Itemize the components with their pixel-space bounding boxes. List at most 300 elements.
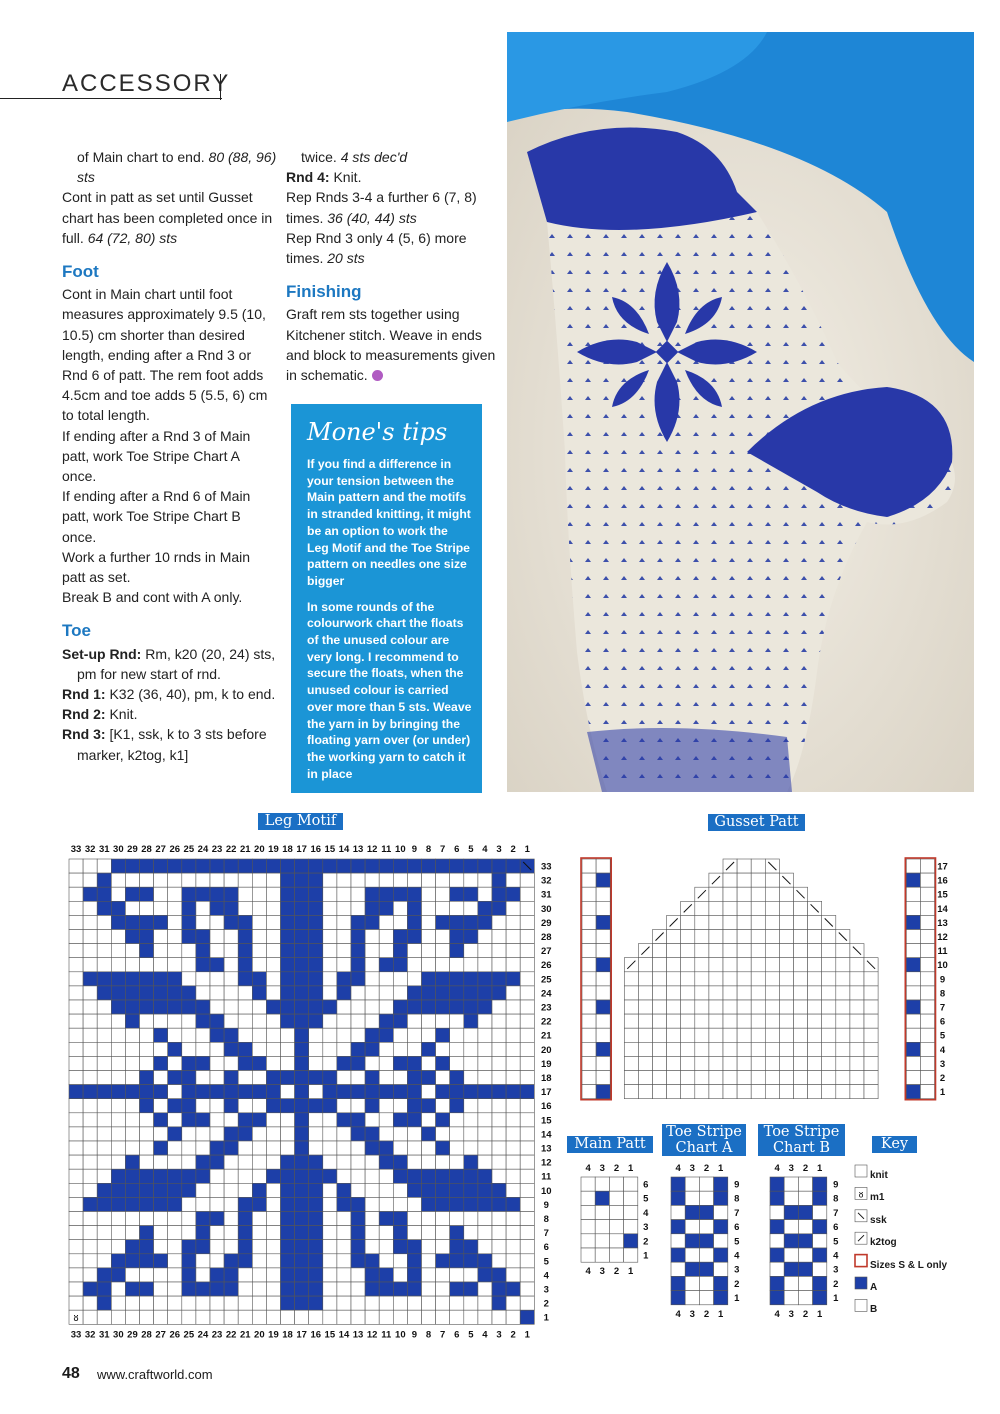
- gusset-cell: [765, 1071, 779, 1085]
- leg-cell: [168, 1169, 182, 1183]
- leg-cell: [281, 1282, 295, 1296]
- col2-rnd4-label: Rnd 4:: [286, 169, 330, 186]
- leg-cell: [69, 958, 83, 972]
- leg-cell: [478, 1155, 492, 1169]
- leg-cell: [210, 1310, 224, 1324]
- leg-cell: [393, 1028, 407, 1042]
- leg-cell: [422, 1268, 436, 1282]
- leg-cell: [422, 1113, 436, 1127]
- toe-b-cell: [798, 1276, 812, 1290]
- leg-cell: [492, 1071, 506, 1085]
- leg-cell: [379, 901, 393, 915]
- leg-cell: [252, 1127, 266, 1141]
- gusset-cell: [681, 930, 695, 944]
- gusset-cell: [850, 1014, 864, 1028]
- toe-b-cell: [770, 1191, 784, 1205]
- leg-cell: [97, 986, 111, 1000]
- leg-cell: [224, 859, 238, 873]
- gusset-cell: [681, 1028, 695, 1042]
- leg-cell: [295, 1296, 309, 1310]
- leg-cell: [464, 1127, 478, 1141]
- leg-cell: [182, 1141, 196, 1155]
- leg-cell: [450, 1042, 464, 1056]
- leg-cell: [478, 1226, 492, 1240]
- leg-cell: [365, 1268, 379, 1282]
- gusset-cell: [695, 1085, 709, 1099]
- leg-cell: [252, 1254, 266, 1268]
- leg-cell: [252, 1042, 266, 1056]
- toe-rnd1-label: Rnd 1:: [62, 686, 106, 703]
- leg-cell: [196, 1268, 210, 1282]
- leg-row-number: 20: [541, 1044, 552, 1056]
- toe-a-col-number-bottom: 2: [703, 1308, 710, 1320]
- toe-b-cell: [770, 1205, 784, 1219]
- leg-cell: [351, 1127, 365, 1141]
- gusset-cell: [709, 1042, 723, 1056]
- page-number: 48: [62, 1365, 80, 1382]
- main-cell: [609, 1220, 623, 1234]
- leg-cell: [478, 1169, 492, 1183]
- leg-cell: [436, 972, 450, 986]
- gusset-cell: [695, 972, 709, 986]
- leg-cell: [520, 1212, 534, 1226]
- leg-cell: [309, 1071, 323, 1085]
- leg-cell: [69, 1056, 83, 1070]
- gusset-cell: [709, 887, 723, 901]
- leg-cell: [125, 1169, 139, 1183]
- leg-cell: [337, 972, 351, 986]
- gusset-side-cell: [596, 1042, 610, 1056]
- leg-cell: [309, 901, 323, 915]
- leg-cell: [309, 958, 323, 972]
- col2-rep2-text: Rep Rnd 3 only 4 (5, 6) more times.: [286, 229, 467, 267]
- leg-cell: [224, 1000, 238, 1014]
- leg-cell: [154, 901, 168, 915]
- leg-cell: [69, 1183, 83, 1197]
- leg-cell: [422, 915, 436, 929]
- gusset-cell: [653, 958, 667, 972]
- leg-cell: [69, 930, 83, 944]
- gusset-cell: [709, 915, 723, 929]
- leg-cell: [125, 1212, 139, 1226]
- leg-col-number-top: 11: [381, 844, 392, 855]
- leg-cell: [69, 972, 83, 986]
- leg-cell: [210, 1000, 224, 1014]
- leg-cell: [309, 1099, 323, 1113]
- leg-cell: [281, 915, 295, 929]
- gusset-cell: [624, 1014, 638, 1028]
- toe-b-cell: [784, 1220, 798, 1234]
- gusset-cell: [624, 972, 638, 986]
- leg-cell: [97, 1169, 111, 1183]
- leg-cell: [323, 1000, 337, 1014]
- leg-cell: [520, 1296, 534, 1310]
- leg-cell: [111, 873, 125, 887]
- col1-p1-count: 80 (88, 96) sts: [77, 149, 277, 186]
- leg-cell: [210, 1226, 224, 1240]
- leg-cell: [154, 1240, 168, 1254]
- leg-cell: [182, 901, 196, 915]
- leg-cell: [295, 1099, 309, 1113]
- gusset-cell: [709, 1071, 723, 1085]
- gusset-cell: [667, 1028, 681, 1042]
- gusset-cell: [765, 930, 779, 944]
- gusset-cell: [624, 1042, 638, 1056]
- leg-cell: [97, 1028, 111, 1042]
- leg-cell: [266, 1197, 280, 1211]
- leg-cell: [422, 873, 436, 887]
- toe-a-cell: [685, 1191, 699, 1205]
- gusset-cell: [794, 930, 808, 944]
- leg-cell: [69, 1127, 83, 1141]
- gusset-cell: [751, 1071, 765, 1085]
- gusset-cell: [709, 1085, 723, 1099]
- leg-cell: [393, 1310, 407, 1324]
- leg-cell: [196, 887, 210, 901]
- leg-cell: [407, 915, 421, 929]
- leg-cell: [365, 1169, 379, 1183]
- leg-cell: [450, 958, 464, 972]
- leg-cell: [295, 1042, 309, 1056]
- leg-cell: [351, 1296, 365, 1310]
- leg-cell: [478, 1056, 492, 1070]
- leg-cell: [379, 1085, 393, 1099]
- leg-cell: [506, 1042, 520, 1056]
- leg-cell: [323, 986, 337, 1000]
- leg-cell: [478, 859, 492, 873]
- leg-cell: [154, 1212, 168, 1226]
- leg-col-number-bottom: 14: [338, 1329, 350, 1341]
- leg-cell: [140, 1296, 154, 1310]
- main-cell: [609, 1248, 623, 1262]
- gusset-side-cell: [920, 859, 934, 873]
- key-a-swatch: [855, 1277, 867, 1289]
- gusset-cell: [808, 930, 822, 944]
- leg-cell: [365, 1071, 379, 1085]
- gusset-row-number: 5: [939, 1030, 946, 1042]
- leg-cell: [492, 1296, 506, 1310]
- leg-cell: [351, 1028, 365, 1042]
- leg-cell: [407, 1085, 421, 1099]
- leg-cell: [506, 986, 520, 1000]
- toe-a-cell: [699, 1262, 713, 1276]
- leg-cell: [125, 958, 139, 972]
- toe-b-col-number-top: 2: [802, 1163, 809, 1174]
- leg-cell: [111, 1113, 125, 1127]
- gusset-cell: [695, 944, 709, 958]
- leg-cell: [351, 1268, 365, 1282]
- leg-cell: [182, 986, 196, 1000]
- toe-a-cell: [685, 1177, 699, 1191]
- leg-cell: [492, 1141, 506, 1155]
- leg-cell: [238, 1240, 252, 1254]
- toe-stripe-a-title-line2: Chart A: [675, 1140, 733, 1156]
- gusset-cell: [808, 1014, 822, 1028]
- leg-cell: [281, 1071, 295, 1085]
- leg-col-number-top: 29: [127, 844, 138, 855]
- leg-cell: [266, 1282, 280, 1296]
- gusset-cell: [794, 944, 808, 958]
- leg-cell: [323, 1268, 337, 1282]
- main-cell: [581, 1248, 595, 1262]
- leg-cell: [492, 1226, 506, 1240]
- leg-cell: [97, 915, 111, 929]
- leg-cell: [365, 1212, 379, 1226]
- leg-cell: [492, 1240, 506, 1254]
- leg-cell: [266, 930, 280, 944]
- leg-cell: [351, 901, 365, 915]
- leg-cell: [238, 1099, 252, 1113]
- leg-col-number-top: 19: [268, 844, 279, 855]
- col2-rep1-text: Rep Rnds 3-4 a further 6 (7, 8) times.: [286, 189, 477, 226]
- leg-cell: [450, 1099, 464, 1113]
- leg-cell: [196, 1310, 210, 1324]
- toe-a-cell: [671, 1220, 685, 1234]
- leg-cell: [266, 1141, 280, 1155]
- leg-cell: [281, 1212, 295, 1226]
- leg-cell: [450, 1014, 464, 1028]
- leg-cell: [69, 1254, 83, 1268]
- toe-b-col-number-top: 4: [774, 1163, 780, 1174]
- leg-cell: [168, 1056, 182, 1070]
- gusset-cell: [836, 1042, 850, 1056]
- leg-cell: [506, 1183, 520, 1197]
- leg-cell: [224, 1183, 238, 1197]
- leg-cell: [154, 1226, 168, 1240]
- main-row-number: 2: [643, 1236, 649, 1248]
- leg-col-number-bottom: 3: [496, 1329, 502, 1341]
- leg-cell: [520, 1226, 534, 1240]
- leg-cell: [69, 1226, 83, 1240]
- gusset-side-cell: [906, 958, 920, 972]
- toe-b-cell: [813, 1248, 827, 1262]
- leg-cell: [182, 972, 196, 986]
- leg-cell: [196, 1197, 210, 1211]
- leg-cell: [295, 1169, 309, 1183]
- leg-cell: [210, 1056, 224, 1070]
- leg-cell: [436, 1099, 450, 1113]
- leg-cell: [224, 1169, 238, 1183]
- leg-cell: [224, 1014, 238, 1028]
- leg-cell: [464, 915, 478, 929]
- key-b-swatch: [855, 1299, 867, 1311]
- leg-motif-title: Leg Motif: [258, 813, 343, 830]
- leg-cell: [337, 901, 351, 915]
- leg-col-number-top: 4: [482, 844, 488, 855]
- leg-cell: [351, 1169, 365, 1183]
- gusset-cell: [737, 915, 751, 929]
- leg-cell: [224, 1212, 238, 1226]
- leg-cell: [506, 1282, 520, 1296]
- leg-cell: [196, 1127, 210, 1141]
- leg-cell: [97, 1212, 111, 1226]
- leg-cell: [196, 1071, 210, 1085]
- gusset-cell: [794, 1000, 808, 1014]
- leg-cell: [83, 930, 97, 944]
- gusset-cell: [737, 1056, 751, 1070]
- leg-cell: [309, 1169, 323, 1183]
- gusset-cell: [836, 1014, 850, 1028]
- leg-cell: [520, 1099, 534, 1113]
- gusset-side-cell: [596, 958, 610, 972]
- leg-cell: [492, 930, 506, 944]
- gusset-side-cell: [920, 972, 934, 986]
- leg-cell: [436, 1141, 450, 1155]
- leg-cell: [309, 1282, 323, 1296]
- gusset-cell: [751, 930, 765, 944]
- leg-cell: [238, 986, 252, 1000]
- leg-cell: [520, 1127, 534, 1141]
- leg-cell: [407, 1212, 421, 1226]
- gusset-cell: [653, 1042, 667, 1056]
- leg-cell: [168, 1141, 182, 1155]
- gusset-cell: [737, 958, 751, 972]
- leg-cell: [464, 1197, 478, 1211]
- leg-cell: [125, 1310, 139, 1324]
- leg-cell: [238, 1141, 252, 1155]
- leg-cell: [125, 1268, 139, 1282]
- leg-cell: [252, 1071, 266, 1085]
- leg-cell: [238, 1014, 252, 1028]
- leg-row-number: 14: [541, 1129, 552, 1141]
- leg-cell: [83, 1014, 97, 1028]
- gusset-side-cell: [596, 972, 610, 986]
- leg-cell: [464, 1028, 478, 1042]
- gusset-cell: [638, 1042, 652, 1056]
- leg-cell: [266, 944, 280, 958]
- gusset-row-number: 6: [939, 1016, 946, 1028]
- leg-cell: [464, 901, 478, 915]
- toe-b-cell: [813, 1177, 827, 1191]
- leg-cell: [140, 972, 154, 986]
- toe-a-cell: [699, 1191, 713, 1205]
- leg-cell: [379, 1268, 393, 1282]
- leg-cell: [407, 972, 421, 986]
- gusset-cell: [864, 1000, 878, 1014]
- leg-cell: [365, 1240, 379, 1254]
- leg-cell: [97, 901, 111, 915]
- leg-cell: [210, 1240, 224, 1254]
- leg-col-number-top: 24: [197, 844, 209, 855]
- leg-col-number-bottom: 15: [324, 1329, 336, 1341]
- leg-cell: [379, 1141, 393, 1155]
- leg-cell: [69, 1197, 83, 1211]
- leg-cell: [252, 873, 266, 887]
- leg-cell: [140, 1226, 154, 1240]
- toe-a-col-number-top: 3: [689, 1163, 695, 1174]
- toe-b-row-number: 2: [833, 1278, 839, 1290]
- leg-cell: [182, 1212, 196, 1226]
- leg-cell: [252, 1085, 266, 1099]
- leg-cell: [407, 1099, 421, 1113]
- toe-b-cell: [798, 1291, 812, 1305]
- leg-cell: [295, 1071, 309, 1085]
- leg-cell: [351, 1240, 365, 1254]
- main-col-number-bottom: 3: [599, 1266, 605, 1278]
- leg-cell: [252, 915, 266, 929]
- leg-cell: [407, 1296, 421, 1310]
- leg-cell: [309, 930, 323, 944]
- leg-cell: [422, 1155, 436, 1169]
- leg-cell: [323, 1028, 337, 1042]
- gusset-cell: [808, 1071, 822, 1085]
- footer-url[interactable]: www.craftworld.com: [97, 1367, 213, 1382]
- leg-col-number-bottom: 24: [197, 1329, 209, 1341]
- leg-col-number-top: 13: [352, 844, 364, 855]
- leg-cell: [238, 901, 252, 915]
- leg-cell: [97, 873, 111, 887]
- leg-cell: [464, 1071, 478, 1085]
- leg-cell: [365, 1197, 379, 1211]
- leg-cell: [140, 915, 154, 929]
- gusset-side-cell: [582, 887, 596, 901]
- leg-cell: [323, 1282, 337, 1296]
- leg-cell: [111, 859, 125, 873]
- leg-cell: [210, 1071, 224, 1085]
- leg-cell: [337, 915, 351, 929]
- gusset-cell: [808, 972, 822, 986]
- gusset-cell: [836, 1028, 850, 1042]
- leg-cell: [520, 915, 534, 929]
- leg-cell: [295, 1268, 309, 1282]
- leg-cell: [224, 972, 238, 986]
- gusset-side-cell: [582, 915, 596, 929]
- leg-cell: [252, 1099, 266, 1113]
- leg-cell: [309, 859, 323, 873]
- leg-cell: [224, 1282, 238, 1296]
- gusset-cell: [737, 944, 751, 958]
- gusset-cell: [638, 972, 652, 986]
- leg-cell: [407, 1113, 421, 1127]
- leg-cell: [252, 1141, 266, 1155]
- leg-cell: [252, 1268, 266, 1282]
- leg-cell: [379, 944, 393, 958]
- leg-cell: [281, 1127, 295, 1141]
- toe-setup-label: Set-up Rnd:: [62, 645, 142, 662]
- col2-rep1-count: 36 (40, 44) sts: [327, 209, 417, 226]
- gusset-row-number: 8: [939, 988, 946, 1000]
- leg-cell: [210, 958, 224, 972]
- leg-cell: [97, 1056, 111, 1070]
- leg-cell: [238, 1226, 252, 1240]
- leg-cell: [450, 944, 464, 958]
- leg-cell: [140, 1141, 154, 1155]
- leg-cell: [238, 1296, 252, 1310]
- main-cell: [581, 1234, 595, 1248]
- leg-cell: [266, 972, 280, 986]
- leg-cell: [436, 1113, 450, 1127]
- leg-cell: [210, 1254, 224, 1268]
- leg-cell: [492, 1169, 506, 1183]
- leg-cell: [97, 1085, 111, 1099]
- leg-cell: [168, 859, 182, 873]
- leg-cell: [224, 1226, 238, 1240]
- leg-cell: [97, 1282, 111, 1296]
- gusset-side-cell: [920, 944, 934, 958]
- leg-cell: [83, 1310, 97, 1324]
- leg-cell: [238, 1042, 252, 1056]
- leg-cell: [379, 1000, 393, 1014]
- leg-cell: [210, 1296, 224, 1310]
- leg-cell: [309, 1226, 323, 1240]
- gusset-cell: [794, 986, 808, 1000]
- leg-cell: [281, 1000, 295, 1014]
- leg-cell: [422, 1099, 436, 1113]
- leg-cell: [520, 986, 534, 1000]
- leg-cell: [351, 1197, 365, 1211]
- leg-cell: [478, 1282, 492, 1296]
- leg-cell: [407, 1155, 421, 1169]
